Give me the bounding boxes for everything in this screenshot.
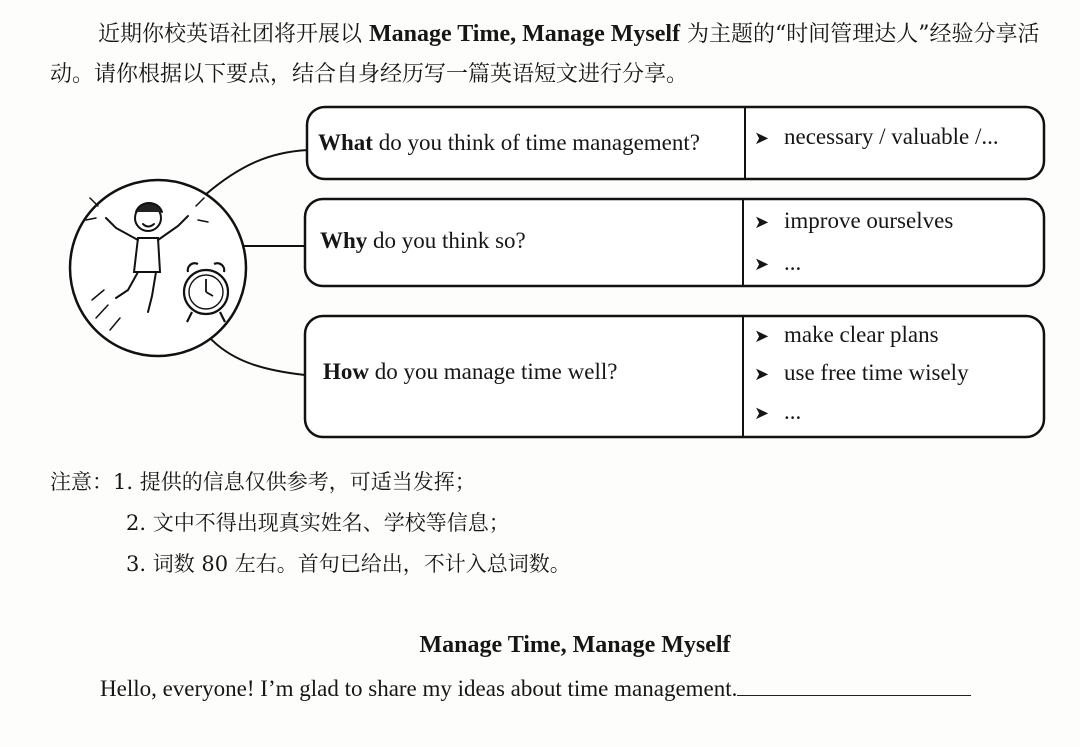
note-text: 3. 词数 80 左右。首句已给出，不计入总词数。 [126, 552, 571, 576]
notes-section [50, 462, 571, 585]
question-how [323, 359, 617, 385]
arrow-icon: ➤ [754, 326, 770, 347]
point-text: necessary / valuable /... [784, 124, 999, 149]
arrow-icon: ➤ [754, 403, 770, 424]
arrow-icon: ➤ [754, 212, 770, 233]
question-what-text: do you think of time management? [372, 130, 700, 155]
connector-how [208, 336, 305, 375]
question-why [320, 228, 526, 254]
intro-theme: Manage Time, Manage Myself [369, 21, 681, 47]
point-list-item [754, 124, 999, 150]
note-text: 2. 文中不得出现真实姓名、学校等信息； [126, 511, 510, 535]
note-item [50, 503, 571, 544]
arrow-icon: ➤ [754, 364, 770, 385]
point-text: improve ourselves [784, 208, 954, 233]
note-item [50, 544, 571, 585]
question-how-lead: How [323, 359, 369, 384]
point-text: make clear plans [784, 322, 939, 347]
arrow-icon: ➤ [754, 254, 770, 275]
boy-clock-illustration [70, 180, 246, 356]
point-text: ... [784, 399, 802, 424]
essay-first-line [100, 675, 971, 702]
note-item [50, 462, 571, 503]
first-sentence: Hello, everyone! I’m glad to share my ideas about time management. [100, 676, 738, 701]
point-text: use free time wisely [784, 360, 969, 385]
question-why-text: do you think so? [367, 228, 526, 253]
point-list-item [754, 399, 801, 425]
point-list-item [754, 360, 969, 386]
question-why-lead: Why [320, 228, 368, 253]
connector-what [205, 150, 308, 195]
point-text: ... [784, 250, 802, 275]
question-what-lead: What [318, 130, 373, 155]
point-list-item [754, 250, 801, 276]
intro-text-end: 为主题的“时间管理达人”经验分享活动。请你根据以下要点，结合自身经历写一篇英语短文进行分享。 [50, 22, 1040, 87]
answer-blank[interactable] [737, 675, 971, 696]
notes-label: 注意： [50, 470, 113, 494]
point-list-item [754, 208, 953, 234]
question-what [318, 130, 700, 156]
arrow-icon: ➤ [754, 128, 770, 149]
intro-text-start: 近期你校英语社团将开展以 [98, 22, 369, 47]
essay-title: Manage Time, Manage Myself [419, 632, 731, 658]
point-list-item [754, 322, 939, 348]
question-how-text: do you manage time well? [369, 359, 618, 384]
note-text: 1. 提供的信息仅供参考，可适当发挥； [113, 470, 476, 494]
